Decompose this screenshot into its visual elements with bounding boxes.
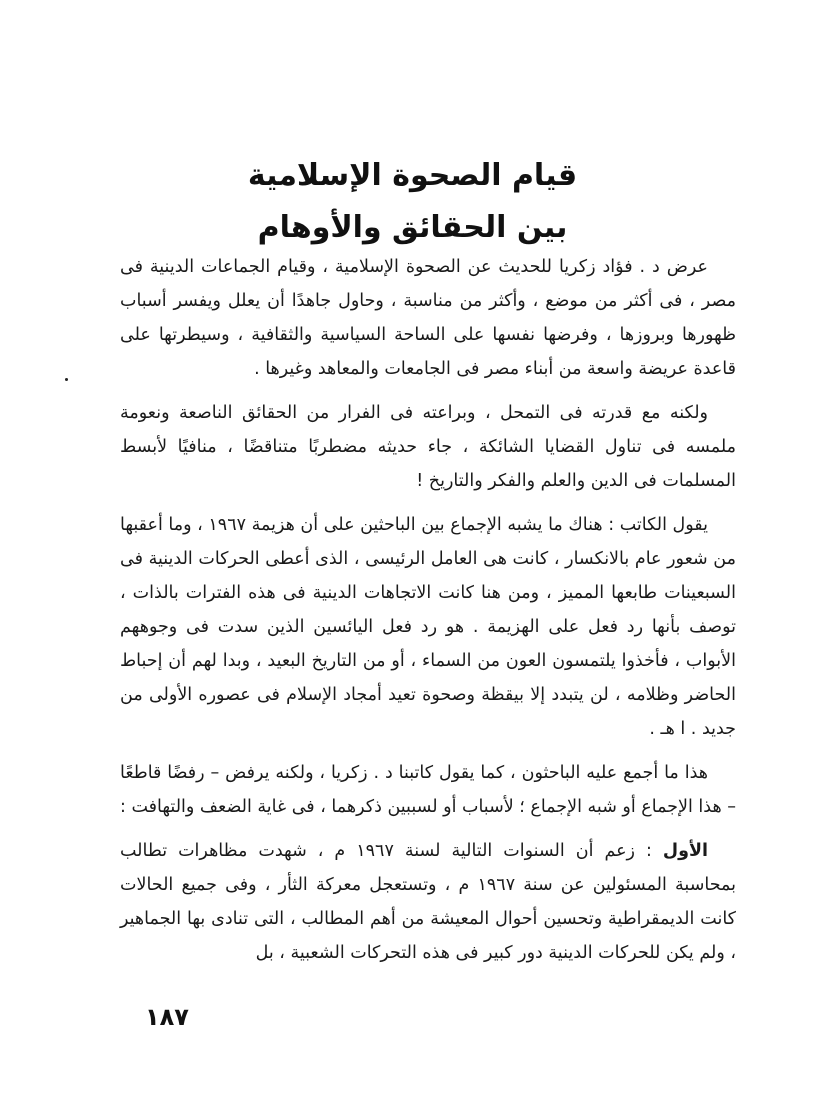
title-block [0,150,825,254]
paragraph-5 [120,834,736,970]
paragraph-text: : زعم أن السنوات التالية لسنة ١٩٦٧ م ، شهدت مظاهرات تطالب بمحاسبة المسئولين عن سنة ١٩٦٧ م ، وتستعجل معركة الثأر ، وفى جميع الحالات كانت الديمقراطية وتحسين أحوال المعيشة من أهم المطالب ، التى تنادى بها الجماهير ، ولم يكن للحركات الدينية دور كبير فى هذه التحركات الشعبية ، بل [120,841,736,963]
paragraph-lead: الأول [662,841,708,861]
paragraph-2 [120,396,736,498]
paragraph-4 [120,756,736,824]
paragraph-text: عرض د . فؤاد زكريا للحديث عن الصحوة الإسلامية ، وقيام الجماعات الدينية فى مصر ، فى أكثر من موضع ، وأكثر من مناسبة ، وحاول جاهدًا أن يعلل ويفسر أسباب ظهورها وبروزها ، وفرضها نفسها على الساحة السياسية والثقافية ، وسيطرتها على قاعدة عريضة واسعة من أبناء مصر فى الجامعات والمعاهد وغيرها . [120,257,736,379]
paragraph-3 [120,508,736,746]
paragraph-text: هذا ما أجمع عليه الباحثون ، كما يقول كاتبنا د . زكريا ، ولكنه يرفض – رفضًا قاطعًا – هذا الإجماع أو شبه الإجماع ؛ لأسباب أو لسببين ذكرهما ، فى غاية الضعف والتهافت : [120,763,736,817]
page-number: ١٨٧ [145,1003,189,1031]
page-subtitle: بين الحقائق والأوهام [257,210,568,245]
scan-speck [65,378,68,381]
body-text [120,250,736,980]
page-title: قيام الصحوة الإسلامية [247,158,578,193]
paragraph-1 [120,250,736,386]
paragraph-text: ولكنه مع قدرته فى التمحل ، وبراعته فى الفرار من الحقائق الناصعة ونعومة ملمسه فى تناول القضايا الشائكة ، جاء حديثه مضطربًا متناقضًا ، منافيًا لأبسط المسلمات فى الدين والعلم والفكر والتاريخ ! [120,403,736,491]
paragraph-text: يقول الكاتب : هناك ما يشبه الإجماع بين الباحثين على أن هزيمة ١٩٦٧ ، وما أعقبها من شعور عام بالانكسار ، كانت هى العامل الرئيسى ، الذى أعطى الحركات الدينية فى السبعينات طابعها المميز ، ومن هنا كانت الاتجاهات الدينية فى هذه الفترات بالذات ، توصف بأنها رد فعل على الهزيمة . هو رد فعل اليائسين الذين سدت فى وجوههم الأبواب ، فأخذوا يلتمسون العون من السماء ، أو من التاريخ البعيد ، وبدا لهم أن إحباط الحاضر وظلامه ، لن يتبدد إلا بيقظة وصحوة تعيد أمجاد الإسلام فى عصوره الأولى من جديد . ا هـ . [120,515,736,739]
